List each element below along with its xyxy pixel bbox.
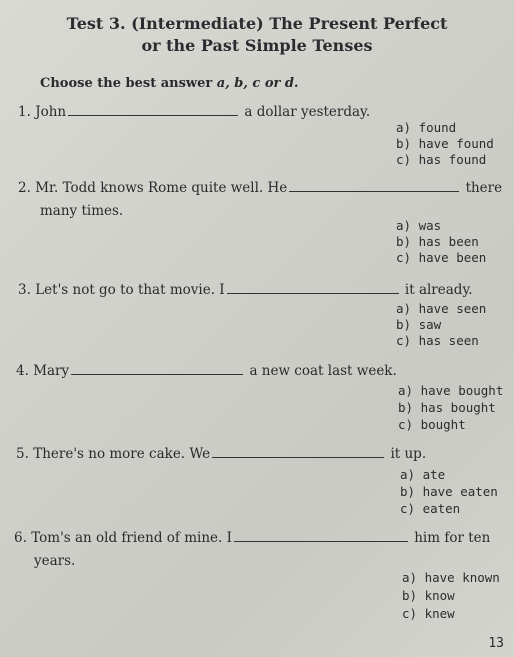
option-a[interactable]: a) have bought [398,383,504,398]
answer-blank[interactable] [68,115,238,116]
option-a[interactable]: a) ate [400,467,446,482]
option-a[interactable]: a) was [396,218,442,233]
option-c[interactable]: c) eaten [400,501,461,516]
option-b[interactable]: b) has been [396,234,479,249]
question-text-after: a dollar yesterday. [244,104,371,120]
answer-blank[interactable] [212,457,384,458]
question-text-after: him for ten [414,530,491,546]
option-c[interactable]: c) knew [402,606,455,621]
instructions-letters: a, b, c or d. [216,76,299,91]
option-b[interactable]: b) have eaten [400,484,498,499]
question-number: 3. [18,282,31,298]
option-a[interactable]: a) found [396,120,457,135]
question-continuation: many times. [40,203,124,219]
question-text-before: Mr. Todd knows Rome quite well. He [35,180,288,196]
answer-blank[interactable] [234,541,408,542]
question-6 [14,530,490,546]
option-a[interactable]: a) have seen [396,301,487,316]
answer-blank[interactable] [71,374,243,375]
option-a[interactable]: a) have known [402,570,500,585]
option-c[interactable]: c) bought [398,417,466,432]
option-c[interactable]: c) has found [396,152,487,167]
question-text-before: There's no more cake. We [33,446,211,462]
question-number: 1. [18,104,31,120]
option-c[interactable]: c) has seen [396,333,479,348]
question-number: 5. [16,446,29,462]
page-subtitle: or the Past Simple Tenses [141,36,373,55]
question-3 [18,282,473,298]
instructions-text: Choose the best answer [40,76,213,91]
question-text-before: Let's not go to that movie. I [35,282,225,298]
question-continuation: years. [34,553,76,569]
answer-blank[interactable] [227,293,399,294]
option-b[interactable]: b) has bought [398,400,496,415]
question-1 [18,104,370,120]
question-5 [16,446,426,462]
question-number: 2. [18,180,31,196]
question-4 [16,363,397,379]
question-number: 4. [16,363,29,379]
question-text-after: a new coat last week. [249,363,397,379]
question-text-after: it up. [390,446,427,462]
instructions [40,76,299,91]
question-2 [18,180,502,196]
question-text-after: it already. [404,282,473,298]
page-number: 13 [488,636,504,651]
page-title: Test 3. (Intermediate) The Present Perfect [66,14,448,33]
question-text-after: there [465,180,503,196]
option-b[interactable]: b) know [402,588,455,603]
option-c[interactable]: c) have been [396,250,487,265]
question-text-before: Mary [33,363,70,379]
question-text-before: John [35,104,67,120]
option-b[interactable]: b) saw [396,317,442,332]
answer-blank[interactable] [289,191,459,192]
option-b[interactable]: b) have found [396,136,494,151]
question-number: 6. [14,530,27,546]
question-text-before: Tom's an old friend of mine. I [31,530,232,546]
